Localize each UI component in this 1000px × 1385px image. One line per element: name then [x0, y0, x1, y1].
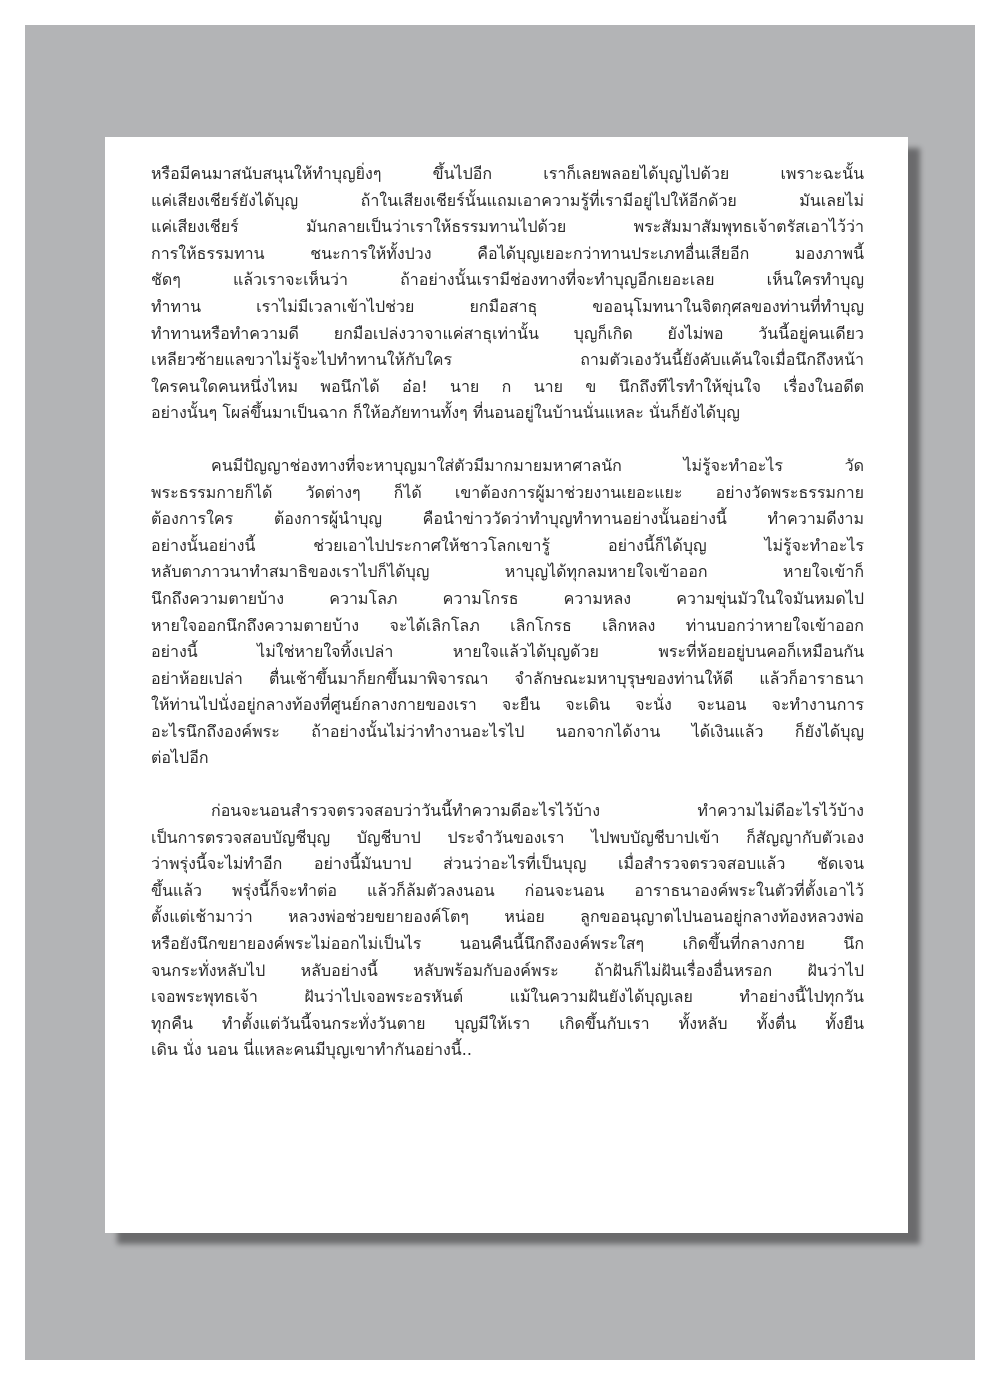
- text-line: หรือยังนึกขยายองค์พระไม่ออกไม่เป็นไร นอนคืนนี้นึกถึงองค์พระใสๆ เกิดขึ้นที่กลางกาย นึก: [151, 934, 864, 954]
- text-line: ตั้งแต่เช้ามาว่า หลวงพ่อช่วยขยายองค์โตๆ หน่อย ลูกขออนุญาตไปนอนอยู่กลางท้องหลวงพ่อ: [151, 907, 864, 927]
- text-line: ทุกคืน ทำตั้งแต่วันนี้จนกระทั่งวันตาย บุญมีให้เรา เกิดขึ้นกับเรา ทั้งหลับ ทั้งตื่น ทั้งยืน: [151, 1013, 864, 1033]
- text-line: ทำทานหรือทำความดี ยกมือเปล่งวาจาแค่สาธุเท่านั้น บุญก็เกิด ยังไม่พอ วันนี้อยู่คนเดียว: [151, 323, 864, 343]
- text-line: อย่างนั้นๆ โผล่ขึ้นมาเป็นฉาก ก็ให้อภัยทานทั้งๆ ที่นอนอยู่ในบ้านนั่นแหละ นั่นก็ยังได้บุญ: [151, 403, 740, 423]
- paragraph-gap: [151, 427, 864, 453]
- text-line: หายใจออกนึกถึงความตายบ้าง จะได้เลิกโลภ เลิกโกรธ เลิกหลง ท่านบอกว่าหายใจเข้าออก: [151, 615, 864, 635]
- text-line: อย่างนี้ ไม่ใช่หายใจทิ้งเปล่า หายใจแล้วได้บุญด้วย พระที่ห้อยอยู่บนคอก็เหมือนกัน: [151, 642, 864, 662]
- text-line: อย่าห้อยเปล่า ตื่นเช้าขึ้นมาก็ยกขึ้นมาพิจารณา จำลักษณะมหาบุรุษของท่านให้ดี แล้วก็อาราธนา: [151, 668, 864, 688]
- text-line: อย่างนั้นอย่างนี้ ช่วยเอาไปประกาศให้ชาวโลกเขารู้ อย่างนี้ก็ได้บุญ ไม่รู้จะทำอะไร: [151, 535, 864, 555]
- text-line: อะไรนึกถึงองค์พระ ถ้าอย่างนั้นไม่ว่าทำงานอะไรไป นอกจากได้งาน ได้เงินแล้ว ก็ยังได้บุญ: [151, 721, 864, 741]
- text-line: แค่เสียงเชียร์ มันกลายเป็นว่าเราให้ธรรมทานไปด้วย พระสัมมาสัมพุทธเจ้าตรัสเอาไว้ว่า: [151, 217, 864, 237]
- text-line: ว่าพรุ่งนี้จะไม่ทำอีก อย่างนี้มันบาป ส่วนว่าอะไรที่เป็นบุญ เมื่อสำรวจตรวจสอบแล้ว ชัดเจน: [151, 854, 864, 874]
- text-line: พระธรรมกายก็ได้ วัดต่างๆ ก็ได้ เขาต้องการผู้มาช่วยงานเยอะแยะ อย่างวัดพระธรรมกาย: [151, 482, 864, 502]
- text-line: ชัดๆ แล้วเราจะเห็นว่า ถ้าอย่างนั้นเรามีช่องทางที่จะทำบุญอีกเยอะเลย เห็นใครทำบุญ: [151, 270, 864, 290]
- text-line: ก่อนจะนอนสำรวจตรวจสอบว่าวันนี้ทำความดีอะไรไว้บ้าง ทำความไม่ดีอะไรไว้บ้าง: [211, 801, 864, 821]
- text-line: เจอพระพุทธเจ้า ฝันว่าไปเจอพระอรหันต์ แม้ในความฝันยังได้บุญเลย ทำอย่างนี้ไปทุกวัน: [151, 987, 864, 1007]
- paragraph-2: [151, 453, 864, 772]
- text-line: คนมีปัญญาช่องทางที่จะหาบุญมาใส่ตัวมีมากมายมหาศาลนัก ไม่รู้จะทำอะไร วัด: [211, 455, 864, 475]
- text-line: ให้ท่านไปนั่งอยู่กลางท้องที่ศูนย์กลางกายของเรา จะยืน จะเดิน จะนั่ง จะนอน จะทำงานการ: [151, 695, 864, 715]
- text-line: เดิน นั่ง นอน นี่แหละคนมีบุญเขาทำกันอย่างนี้..: [151, 1040, 472, 1060]
- text-line: ต่อไปอีก: [151, 748, 209, 768]
- text-line: ต้องการใคร ต้องการผู้นำบุญ คือนำข่าววัดว่าทำบุญทำทานอย่างนั้นอย่างนี้ ทำความดีงาม: [151, 509, 864, 529]
- text-line: นึกถึงความตายบ้าง ความโลภ ความโกรธ ความหลง ความขุ่นมัวในใจมันหมดไป: [151, 588, 864, 608]
- text-line: หลับตาภาวนาทำสมาธิของเราไปก็ได้บุญ หาบุญได้ทุกลมหายใจเข้าออก หายใจเข้าก็: [151, 562, 864, 582]
- text-line: ขึ้นแล้ว พรุ่งนี้ก็จะทำต่อ แล้วก็ล้มตัวลงนอน ก่อนจะนอน อาราธนาองค์พระในตัวที่ตั้งเอาไว้: [151, 880, 864, 900]
- text-line: หรือมีคนมาสนับสนุนให้ทำบุญยิ่งๆ ขึ้นไปอีก เราก็เลยพลอยได้บุญไปด้วย เพราะฉะนั้น: [151, 164, 864, 183]
- text-line: ทำทาน เราไม่มีเวลาเข้าไปช่วย ยกมือสาธุ ขออนุโมทนาในจิตกุศลของท่านที่ทำบุญ: [151, 296, 864, 316]
- document-page: [105, 137, 908, 1233]
- text-line: จนกระทั่งหลับไป หลับอย่างนี้ หลับพร้อมกับองค์พระ ถ้าฝันก็ไม่ฝันเรื่องอื่นหรอก ฝันว่าไป: [151, 960, 864, 980]
- text-line: แค่เสียงเชียร์ยังได้บุญ ถ้าในเสียงเชียร์นั้นแถมเอาความรู้ที่เรามีอยู่ไปให้อีกด้วย มันเลยไม่: [151, 190, 864, 210]
- text-line: การให้ธรรมทาน ชนะการให้ทั้งปวง คือได้บุญเยอะกว่าทานประเภทอื่นเสียอีก มองภาพนี้: [151, 243, 864, 263]
- text-line: เหลียวซ้ายแลขวาไม่รู้จะไปทำทานให้กับใคร ถามตัวเองวันนี้ยังคับแค้นใจเมื่อนึกถึงหน้า: [151, 350, 864, 370]
- text-line: เป็นการตรวจสอบบัญชีบุญ บัญชีบาป ประจำวันของเรา ไปพบบัญชีบาปเข้า ก็สัญญากับตัวเอง: [151, 827, 864, 847]
- paragraph-3: [151, 798, 864, 1064]
- paragraph-1: [151, 161, 864, 427]
- text-line: ใครคนใดคนหนึ่งไหม พอนึกได้ อ๋อ! นาย ก นาย ข นึกถึงทีไรทำให้ขุ่นใจ เรื่องในอดีต: [151, 376, 864, 396]
- paragraph-gap: [151, 772, 864, 798]
- document-body: [151, 161, 864, 1064]
